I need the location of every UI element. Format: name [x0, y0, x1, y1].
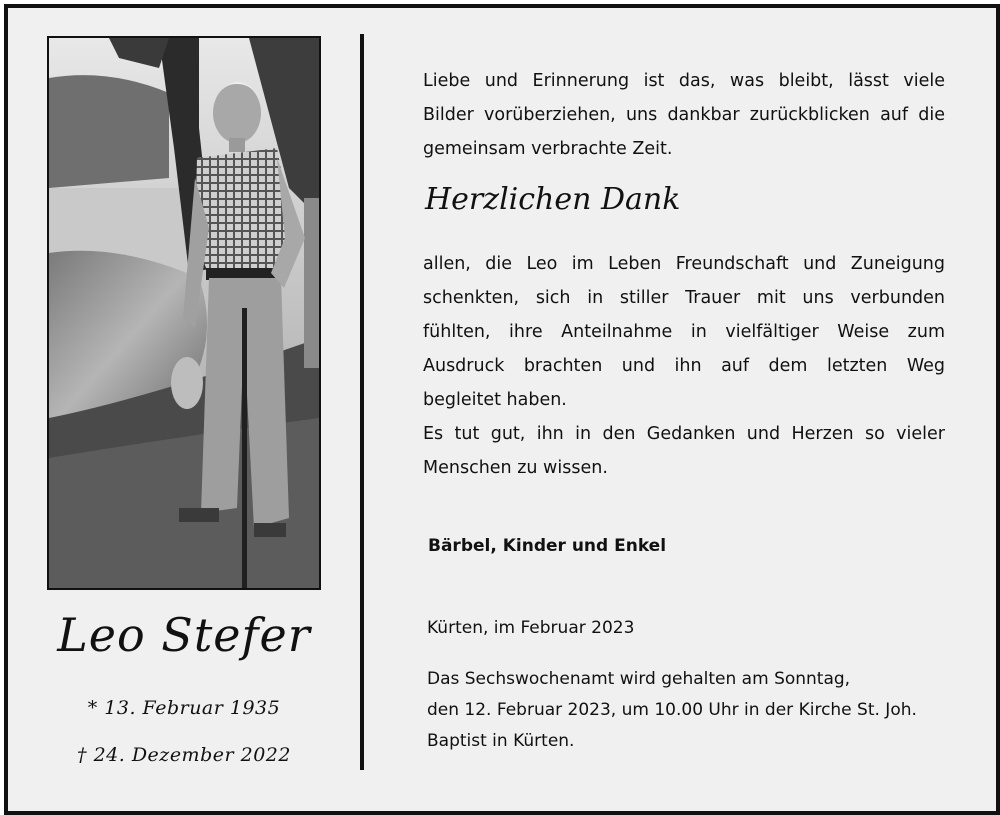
death-date: † 24. Dezember 2022: [77, 744, 291, 766]
thanks-line: Ausdruck brachten und ihn auf dem letzten Weg: [423, 356, 945, 376]
intro-paragraph: [423, 64, 945, 166]
portrait-image: [49, 38, 319, 588]
service-notice: [427, 664, 967, 757]
thanks-line: schenkten, sich in stiller Trauer mit uns verbunden: [423, 288, 945, 308]
vertical-divider: [360, 34, 364, 770]
birth-date: * 13. Februar 1935: [87, 697, 281, 719]
thanks-paragraph: [423, 247, 945, 417]
intro-line: Bilder vorüberziehen, uns dankbar zurückblicken auf die: [423, 105, 945, 125]
thanks-line: allen, die Leo im Leben Freundschaft und Zuneigung: [423, 254, 945, 274]
closing-line: Es tut gut, ihn in den Gedanken und Herzen so vieler: [423, 424, 945, 444]
intro-line: Liebe und Erinnerung ist das, was bleibt, lässt viele: [423, 71, 945, 91]
deceased-name: Leo Stefer: [57, 608, 311, 662]
portrait-photo: [47, 36, 321, 590]
place-date: Kürten, im Februar 2023: [427, 618, 635, 638]
closing-paragraph: [423, 417, 945, 485]
service-line: Baptist in Kürten.: [427, 731, 575, 751]
thanks-line: fühlten, ihre Anteilnahme in vielfältiger Weise zum: [423, 322, 945, 342]
intro-line: gemeinsam verbrachte Zeit.: [423, 139, 673, 159]
thanks-headline: Herzlichen Dank: [425, 182, 681, 217]
family-signature: Bärbel, Kinder und Enkel: [428, 536, 667, 556]
service-line: Das Sechswochenamt wird gehalten am Sonntag,: [427, 669, 851, 689]
thanks-line: begleitet haben.: [423, 390, 567, 410]
service-line: den 12. Februar 2023, um 10.00 Uhr in der Kirche St. Joh.: [427, 700, 917, 720]
closing-line: Menschen zu wissen.: [423, 458, 608, 478]
